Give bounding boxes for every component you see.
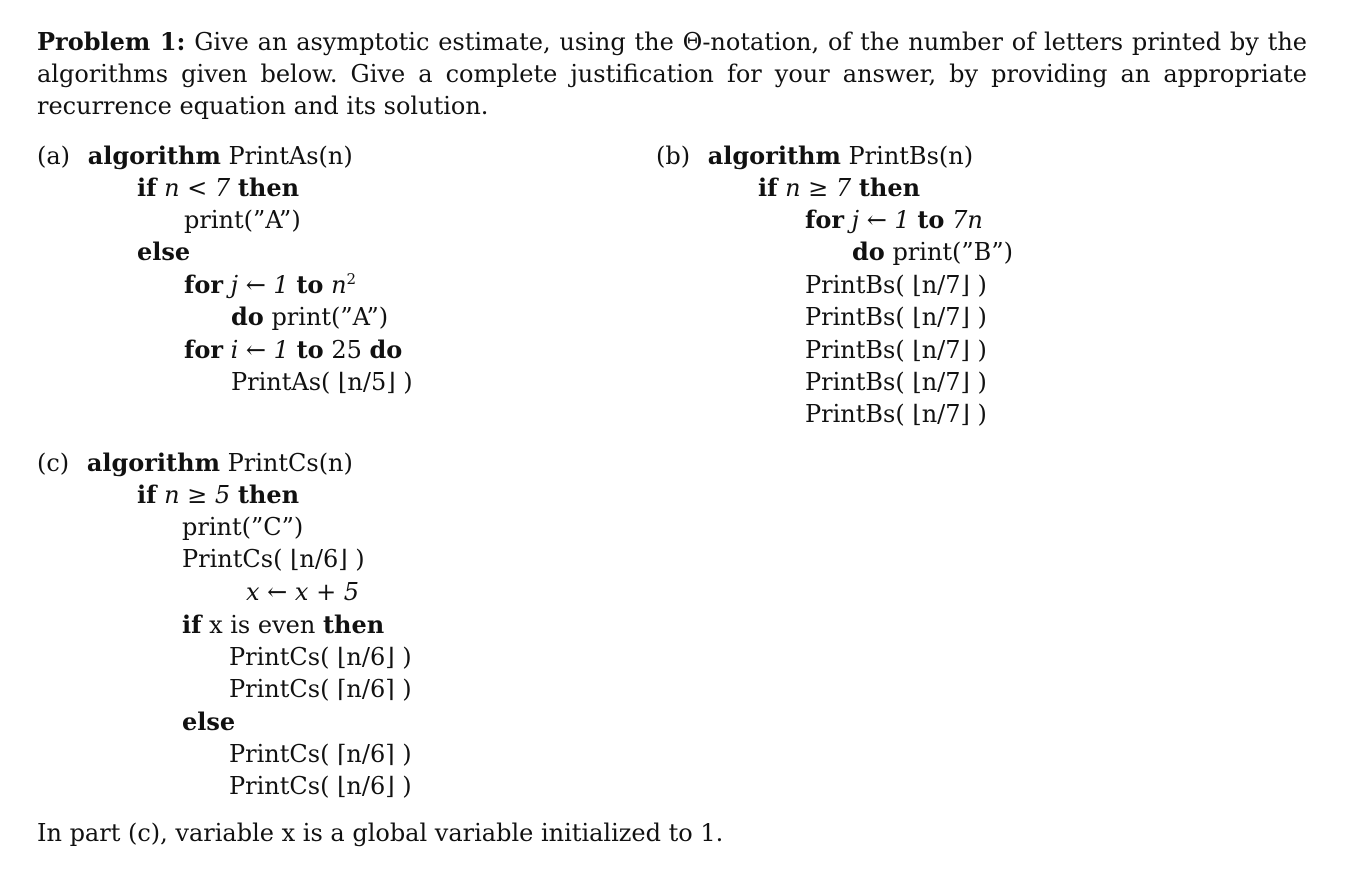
algorithm-c-line-1 xyxy=(137,479,299,511)
keyword-for: for xyxy=(184,335,223,364)
condition: n ≥ 7 xyxy=(785,174,852,202)
problem-statement xyxy=(37,26,1307,122)
statement: print(”A”) xyxy=(271,303,389,331)
statement: print(”B”) xyxy=(892,238,1013,266)
loop-range: j ← 1 xyxy=(230,271,289,299)
part-label: (b) xyxy=(656,142,691,170)
recursive-call: PrintBs( ⌊n/7⌋ ) xyxy=(805,271,987,299)
keyword-do: do xyxy=(231,302,264,331)
keyword-then: then xyxy=(858,173,921,202)
algorithm-a-line-4 xyxy=(184,269,356,301)
algorithm-c-line-2: print(”C”) xyxy=(182,513,304,541)
loop-bound: 25 xyxy=(331,336,362,364)
keyword-algorithm: algorithm xyxy=(86,448,220,477)
recursive-call: PrintBs( ⌊n/7⌋ ) xyxy=(805,400,987,428)
algorithm-a-line-5 xyxy=(231,301,388,333)
condition: x is even xyxy=(209,611,316,639)
exponent: 2 xyxy=(346,270,357,288)
keyword-if: if xyxy=(137,480,157,509)
loop-bound: 7n xyxy=(952,206,983,234)
algorithm-c-line-3: PrintCs( ⌊n/6⌋ ) xyxy=(182,545,365,573)
loop-range: j ← 1 xyxy=(851,206,910,234)
keyword-then: then xyxy=(237,173,300,202)
algorithm-b-line-2 xyxy=(805,204,983,236)
algorithm-c-line-7: PrintCs( ⌈n/6⌉ ) xyxy=(229,675,412,703)
algorithm-c-line-4: x ← x + 5 xyxy=(246,578,360,606)
keyword-if: if xyxy=(182,610,202,639)
algorithm-a-header xyxy=(37,140,353,172)
part-label: (a) xyxy=(37,142,71,170)
problem-heading: Problem 1: xyxy=(37,27,186,56)
keyword-to: to xyxy=(296,335,324,364)
problem-text: Give an asymptotic estimate, using the Θ-notation, of the number of letters printed by the algorithms given below. Give a complete justification for your answer, by providing an appropriate recurrence equation and its solution. xyxy=(37,28,1307,120)
algorithm-b-line-1 xyxy=(758,172,920,204)
keyword-algorithm: algorithm xyxy=(707,141,841,170)
algorithm-c-header xyxy=(37,447,353,479)
algorithm-a-line-7: PrintAs( ⌊n/5⌋ ) xyxy=(231,368,413,396)
recursive-call: PrintBs( ⌊n/7⌋ ) xyxy=(805,303,987,331)
condition: n < 7 xyxy=(164,174,231,202)
footer-note: In part (c), variable x is a global variable initialized to 1. xyxy=(37,819,724,847)
keyword-for: for xyxy=(805,205,844,234)
algorithm-a-line-6 xyxy=(184,334,402,366)
keyword-for: for xyxy=(184,270,223,299)
algorithm-b-line-3 xyxy=(852,236,1013,268)
loop-range: i ← 1 xyxy=(230,336,289,364)
keyword-then: then xyxy=(237,480,300,509)
keyword-to: to xyxy=(296,270,324,299)
algorithm-c-line-6: PrintCs( ⌊n/6⌋ ) xyxy=(229,643,412,671)
keyword-if: if xyxy=(137,173,157,202)
loop-bound: n xyxy=(331,271,347,299)
algorithm-title: PrintBs(n) xyxy=(848,142,974,170)
algorithm-b-header xyxy=(656,140,973,172)
algorithm-c-line-8: else xyxy=(182,707,236,736)
recursive-call: PrintBs( ⌊n/7⌋ ) xyxy=(805,368,987,396)
algorithm-a-line-2: print(”A”) xyxy=(184,206,301,234)
algorithm-a-line-1 xyxy=(137,172,299,204)
keyword-if: if xyxy=(758,173,778,202)
algorithm-title: PrintAs(n) xyxy=(228,142,353,170)
keyword-then: then xyxy=(322,610,385,639)
algorithm-c-line-10: PrintCs( ⌊n/6⌋ ) xyxy=(229,772,412,800)
algorithm-a-line-3: else xyxy=(137,237,191,266)
keyword-algorithm: algorithm xyxy=(87,141,221,170)
condition: n ≥ 5 xyxy=(164,481,231,509)
part-label: (c) xyxy=(37,449,70,477)
keyword-do: do xyxy=(369,335,403,364)
algorithm-title: PrintCs(n) xyxy=(227,449,353,477)
recursive-call: PrintBs( ⌊n/7⌋ ) xyxy=(805,336,987,364)
keyword-do: do xyxy=(852,237,885,266)
algorithm-c-line-9: PrintCs( ⌈n/6⌉ ) xyxy=(229,740,412,768)
algorithm-c-line-5 xyxy=(182,609,384,641)
keyword-to: to xyxy=(917,205,945,234)
